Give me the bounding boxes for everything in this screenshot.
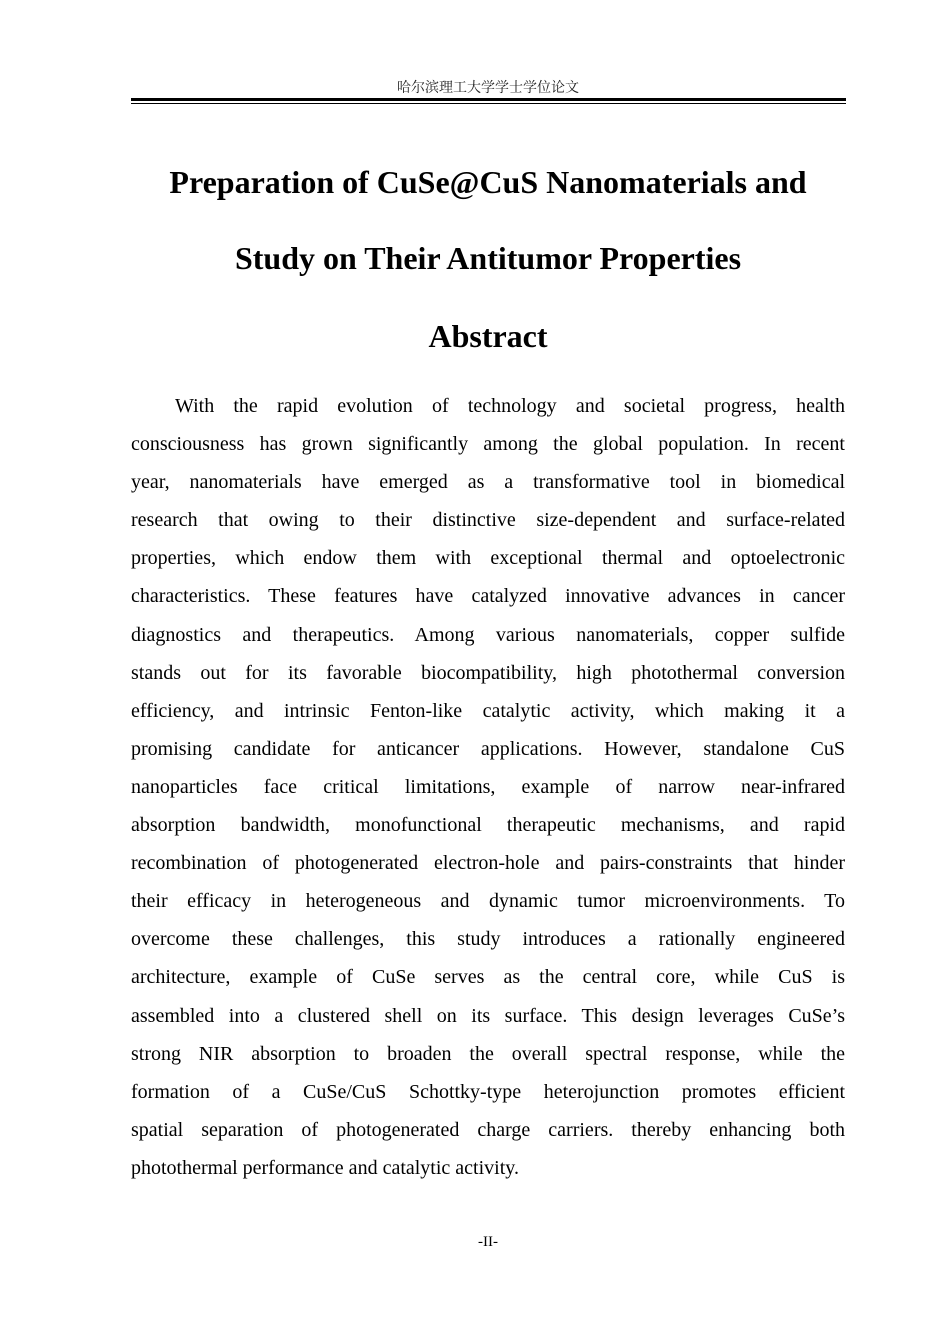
abstract-line: stands out for its favorable biocompatibility, high photothermal conversion	[131, 661, 845, 684]
abstract-line: properties, which endow them with exceptional thermal and optoelectronic	[131, 547, 845, 570]
abstract-line: strong NIR absorption to broaden the overall spectral response, while the	[131, 1042, 845, 1065]
abstract-line: spatial separation of photogenerated charge carriers. thereby enhancing both	[131, 1118, 845, 1141]
abstract-line: With the rapid evolution of technology and societal progress, health	[175, 395, 845, 417]
thesis-title	[100, 144, 876, 296]
abstract-line: promising candidate for anticancer applications. However, standalone CuS	[131, 737, 845, 760]
abstract-line: formation of a CuSe/CuS Schottky-type heterojunction promotes efficient	[131, 1080, 845, 1103]
page-number: -II-	[478, 1234, 498, 1250]
abstract-line: absorption bandwidth, monofunctional therapeutic mechanisms, and rapid	[131, 814, 845, 837]
abstract-line: recombination of photogenerated electron-hole and pairs-constraints that hinder	[131, 852, 845, 875]
abstract-line: research that owing to their distinctive size-dependent and surface-related	[131, 509, 845, 532]
abstract-line: assembled into a clustered shell on its surface. This design leverages CuSe’s	[131, 1004, 845, 1027]
header-rule-thin	[131, 103, 846, 104]
abstract-line: characteristics. These features have catalyzed innovative advances in cancer	[131, 585, 845, 608]
abstract-body	[131, 387, 845, 1187]
thesis-title-line-1: Preparation of CuSe@CuS Nanomaterials and	[169, 164, 807, 200]
abstract-line: overcome these challenges, this study introduces a rationally engineered	[131, 928, 845, 951]
abstract-line: photothermal performance and catalytic activity.	[131, 1156, 519, 1179]
abstract-heading: Abstract	[428, 318, 548, 354]
abstract-line: efficiency, and intrinsic Fenton-like catalytic activity, which making it a	[131, 699, 845, 722]
abstract-line: year, nanomaterials have emerged as a transformative tool in biomedical	[131, 471, 845, 494]
header-rule-thick	[131, 98, 846, 101]
abstract-line: nanoparticles face critical limitations, example of narrow near-infrared	[131, 775, 845, 798]
abstract-line: consciousness has grown significantly among the global population. In recent	[131, 433, 845, 456]
abstract-line: diagnostics and therapeutics. Among various nanomaterials, copper sulfide	[131, 623, 845, 646]
thesis-title-line-2: Study on Their Antitumor Properties	[234, 240, 742, 276]
abstract-line: architecture, example of CuSe serves as the central core, while CuS is	[131, 966, 845, 989]
running-header: 哈尔滨理工大学学士学位论文	[397, 80, 579, 96]
abstract-line: their efficacy in heterogeneous and dynamic tumor microenvironments. To	[131, 890, 845, 913]
